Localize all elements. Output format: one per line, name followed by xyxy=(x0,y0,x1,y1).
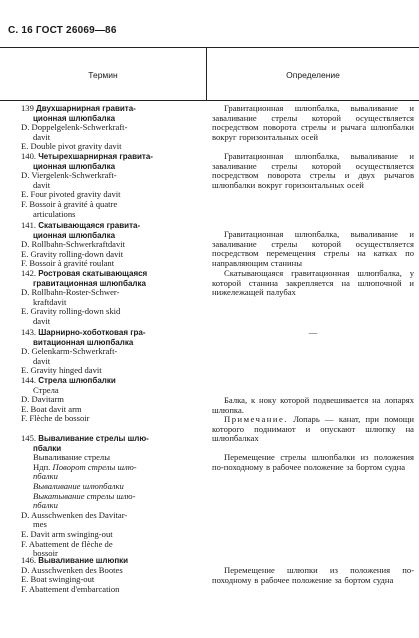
term-line xyxy=(21,376,203,386)
term-text: E. Gravity rolling-down davit xyxy=(21,249,124,259)
term-text: E. Four pivoted gravity davit xyxy=(21,190,121,200)
term-heading: Шарнирно-хоботковая гра- xyxy=(38,328,146,337)
term-entry xyxy=(21,328,203,376)
term-entry xyxy=(21,376,203,424)
term-entry xyxy=(21,221,203,269)
term-text: 142. xyxy=(21,269,39,278)
term-line xyxy=(21,463,203,473)
definition-text xyxy=(212,453,414,472)
term-line xyxy=(21,357,203,367)
term-text: D. Doppelgelenk-Schwerkraft- xyxy=(21,123,128,133)
definition-body: Гравитационная шлюпбалка, вываливание и заваливание стрелы которой осуществляется посредством перемещения стрелы на катках по направляющим станины xyxy=(212,229,414,268)
term-heading: гравитационная шлюпбалка xyxy=(33,278,146,288)
term-line xyxy=(21,566,203,576)
definition-body: Балка, к ноку которой подвешивается на лопарях шлюпка. xyxy=(212,395,414,415)
term-text: 143. xyxy=(21,328,39,337)
term-nonrecommended: пбалки xyxy=(33,472,58,482)
term-line xyxy=(21,405,203,415)
term-line xyxy=(21,152,203,162)
term-text: 146. xyxy=(21,556,39,565)
definition-text xyxy=(212,269,414,298)
definition-body: Скатывающаяся гравитационная шлюпбалка, у которой станина закрепляется на шлюпочной и нижележащей палубах xyxy=(212,268,414,298)
term-line xyxy=(21,104,203,114)
term-line xyxy=(21,269,203,279)
term-line xyxy=(21,453,203,463)
term-text: davit xyxy=(33,180,51,190)
definition-text xyxy=(212,230,414,268)
definition-text xyxy=(212,152,414,190)
term-text: Вываливание стрелы xyxy=(33,453,110,463)
term-line xyxy=(21,288,203,298)
term-heading: Вываливание стрелы шлю- xyxy=(38,434,149,443)
term-nonrecommended: пбалки xyxy=(33,501,58,511)
term-text: 140. xyxy=(21,152,39,161)
term-heading: Стрела шлюпбалки xyxy=(38,376,116,385)
term-text: davit xyxy=(33,356,51,366)
term-heading: Двухшарнирная гравита- xyxy=(36,104,136,113)
term-line xyxy=(21,200,203,210)
term-line xyxy=(21,123,203,133)
term-line xyxy=(21,386,203,396)
term-heading: Скатывающаяся гравита- xyxy=(38,221,141,230)
definition-text xyxy=(212,396,414,415)
term-text: 145. xyxy=(21,434,39,443)
term-heading: Четырехшарнирная гравита- xyxy=(38,152,153,161)
term-text: E. Davit arm swinging-out xyxy=(21,529,113,539)
term-line xyxy=(21,190,203,200)
term-line xyxy=(21,501,203,511)
term-line xyxy=(21,240,203,250)
term-nonrecommended: Вываливание шлюпбалки xyxy=(33,481,124,491)
term-line xyxy=(21,414,203,424)
term-line xyxy=(21,162,203,172)
term-line xyxy=(21,181,203,191)
term-nonrecommended: Поворот стрелы шлю- xyxy=(52,462,137,472)
term-text: E. Boat davit arm xyxy=(21,404,82,414)
term-line xyxy=(21,114,203,124)
term-line xyxy=(21,444,203,454)
term-text: Ндп. xyxy=(33,462,53,472)
note-label: Примечание. xyxy=(224,414,288,424)
term-line xyxy=(21,338,203,348)
definition-body: Перемещение шлюпки из положения по-походному в рабочее положение за бортом судна xyxy=(212,565,414,585)
term-line xyxy=(21,585,203,595)
definition-body: Лопарь — канат, при помощи которого поднимают и опускают шлюпку на шлюпбалках xyxy=(212,414,414,444)
term-line xyxy=(21,540,203,550)
column-header-definition: Определение xyxy=(286,70,340,80)
term-line xyxy=(21,279,203,289)
table-top-rule xyxy=(0,47,419,48)
term-entry xyxy=(21,434,203,559)
term-text: 141. xyxy=(21,221,39,230)
term-text: E. Boat swinging-out xyxy=(21,575,95,585)
definition-body: Перемещение стрелы шлюпбалки из положения по-походному в рабочее положение за бортом судна xyxy=(212,452,414,472)
term-entry xyxy=(21,269,203,327)
term-entry xyxy=(21,104,203,152)
term-text: D. Rollbahn-Roster-Schwer- xyxy=(21,288,120,298)
definition-text xyxy=(212,415,414,444)
term-line xyxy=(21,171,203,181)
term-line xyxy=(21,511,203,521)
term-line xyxy=(21,221,203,231)
term-text: F. Abattement d'embarcation xyxy=(21,584,120,594)
term-nonrecommended: Выкатывание стрелы шлю- xyxy=(33,491,136,501)
term-text: D. Davitarm xyxy=(21,395,64,405)
term-text: E. Double pivot gravity davit xyxy=(21,142,122,152)
term-line xyxy=(21,434,203,444)
definition-text xyxy=(212,104,414,142)
term-line xyxy=(21,482,203,492)
term-line xyxy=(21,250,203,260)
term-text: D. Ausschwenken des Davitar- xyxy=(21,510,128,520)
term-line xyxy=(21,231,203,241)
term-line xyxy=(21,210,203,220)
definition-body: Гравитационная шлюпбалка, вываливание и заваливание стрелы которой осуществляется посредством поворота стрелы и рычага шлюпбалки вокруг горизонтальных осей xyxy=(212,103,414,142)
term-line xyxy=(21,395,203,405)
term-line xyxy=(21,575,203,585)
term-line xyxy=(21,298,203,308)
term-text: D. Rollbahn-Schwerkraftdavit xyxy=(21,240,126,250)
page-header: С. 16 ГОСТ 26069—86 xyxy=(8,25,117,36)
term-heading: витационная шлюпбалка xyxy=(33,337,134,347)
term-text: E. Gravity hinged davit xyxy=(21,366,102,376)
term-text: D. Ausschwenken des Bootes xyxy=(21,565,123,575)
term-text: F. Bossoir à gravité à quatre xyxy=(21,199,118,209)
term-line xyxy=(21,133,203,143)
term-line xyxy=(21,142,203,152)
term-text: 139 xyxy=(21,104,37,113)
term-heading: Ростровая скатывающаяся xyxy=(38,269,148,278)
term-text: F. Abattement de flèche de xyxy=(21,539,113,549)
term-text: bossoir xyxy=(33,549,58,559)
table-header-rule xyxy=(0,100,419,101)
term-text: kraftdavit xyxy=(33,297,67,307)
term-text: F. Flèche de bossoir xyxy=(21,414,90,424)
term-heading: Вываливание шлюпки xyxy=(38,556,129,565)
definition-dash: — xyxy=(308,327,318,337)
term-text: davit xyxy=(33,132,51,142)
term-text: articulations xyxy=(33,209,76,219)
term-text: davit xyxy=(33,316,51,326)
term-text: 144. xyxy=(21,376,39,385)
definition-body: Гравитационная шлюпбалка, вываливание и заваливание стрелы которой осуществляется посредством поворота стрелы и двух рычагов шлюпбалки вокруг горизонтальных осей xyxy=(212,151,414,190)
term-line xyxy=(21,472,203,482)
term-text: D. Viergelenk-Schwerkraft- xyxy=(21,171,117,181)
term-text: E. Gravity rolling-down skid xyxy=(21,307,121,317)
term-line xyxy=(21,307,203,317)
term-line xyxy=(21,492,203,502)
term-text: Стрела xyxy=(33,385,59,395)
term-line xyxy=(21,317,203,327)
term-entry xyxy=(21,556,203,594)
term-text: D. Gelenkarm-Schwerkraft- xyxy=(21,347,118,357)
definition-text xyxy=(212,566,414,585)
term-line xyxy=(21,366,203,376)
term-heading: ционная шлюпбалка xyxy=(33,230,116,240)
term-text: F. Bossoir à gravité roulant xyxy=(21,259,115,269)
term-text: mes xyxy=(33,520,47,530)
term-entry xyxy=(21,152,203,219)
term-line xyxy=(21,259,203,269)
term-line xyxy=(21,520,203,530)
column-header-term: Термин xyxy=(88,70,118,80)
term-line xyxy=(21,347,203,357)
term-line xyxy=(21,530,203,540)
term-heading: ционная шлюпбалка xyxy=(33,113,116,123)
term-line xyxy=(21,328,203,338)
term-heading: ционная шлюпбалка xyxy=(33,161,116,171)
term-heading: пбалки xyxy=(33,443,62,453)
term-line xyxy=(21,556,203,566)
